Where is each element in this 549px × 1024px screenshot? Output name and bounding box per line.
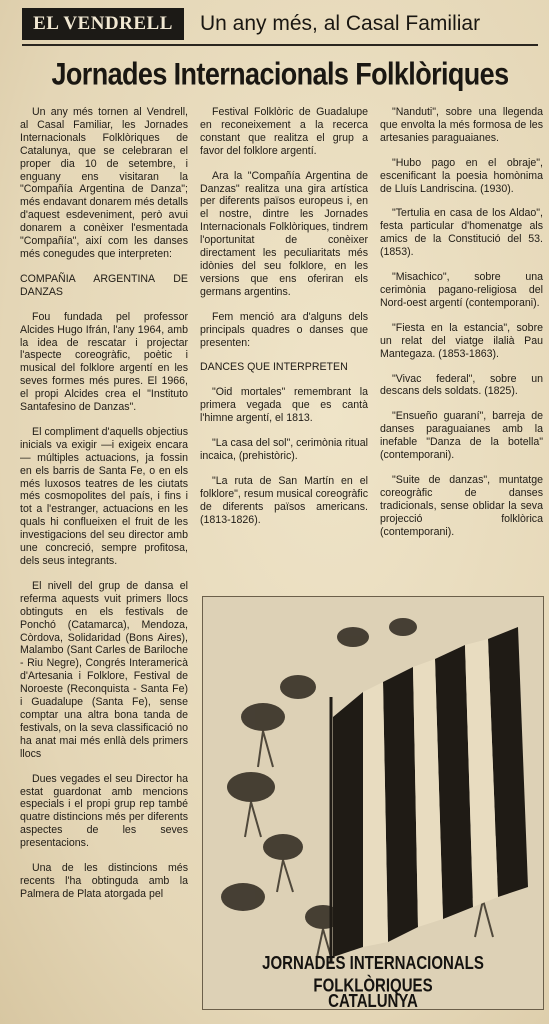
article-column-3 bbox=[380, 106, 543, 550]
section-tag: EL VENDRELL bbox=[22, 8, 184, 40]
masthead bbox=[22, 8, 538, 42]
paragraph: "Hubo pago en el obraje", escenificant la poesia homònima de Lluís Landriscina. (1930). bbox=[380, 156, 543, 195]
paragraph: "Misachico", sobre una cerimònia pagano-religiosa del Nord-oest argentí (contemporani). bbox=[380, 271, 543, 309]
poster-artwork bbox=[203, 597, 543, 1009]
paragraph: "Oid mortales" remembrant la primera vegada que es cantà l'himne argentí, el 1813. bbox=[200, 386, 368, 425]
paragraph: "Ensueño guaraní", barreja de danses paraguaianes amb la inefable "Danza de la botella" (contemporani). bbox=[380, 410, 543, 462]
paragraph: Dues vegades el seu Director ha estat guardonat amb mencions especials i el propi grup rep també quatre distincions més per diferents aspectes de les seves presentacions. bbox=[20, 772, 188, 850]
paragraph: Una de les distincions més recents l'ha obtinguda amb la Palmera de Plata atorgada pel bbox=[20, 862, 188, 900]
subheading: COMPAÑIA ARGENTINA DE DANZAS bbox=[20, 272, 188, 298]
paragraph: "Nanduti", sobre una llegenda que envolta la més formosa de les artesanies paraguaianes. bbox=[380, 106, 543, 144]
paragraph: "Tertulia en casa de los Aldao", festa particular d'homenatge als amics de la Constitució del 53. (1853). bbox=[380, 207, 543, 259]
paragraph: "Suite de danzas", muntatge coreogràfic de danses tradicionals, sense oblidar la seva projecció folklòrica (contemporani). bbox=[380, 473, 543, 538]
paragraph: Ara la "Compañía Argentina de Danzas" realitza una gira artística per diferents països europeus i, en el nostre, dintre les Jornades Internacionals Folklòriques, tindrem l'oportunitat de conèixer directament les peculiaritats més idònies del seu folklore, en les versions que ens oferiran els germans argentins. bbox=[200, 169, 368, 298]
paragraph: "La casa del sol", cerimònia ritual incaica, (prehistòric). bbox=[200, 437, 368, 462]
poster-caption bbox=[203, 952, 543, 1010]
article-column-2 bbox=[200, 106, 368, 538]
paragraph: "Fiesta en la estancia", sobre un relat del viatge ilalià Pau Mantegaza. (1853-1863). bbox=[380, 321, 543, 360]
paragraph: Un any més tornen al Vendrell, al Casal Familiar, les Jornades Internacionals Folklòriques de Catalunya, que se celebraran el proper dia 10 de setembre, i enguany ens visitaran la "Compañía Argentina de Danza"; més endavant donarem més detalls d'aquest esdeveniment, però avui donarem a conèixer l'esmentada "Compañía", així com les danses més conegudes que interpreten: bbox=[20, 106, 188, 260]
paragraph: El compliment d'aquells objectius inicials va exigir —i exigeix encara— múltiples actuacions, ja fossin en els barris de Santa Fe, o en els més luxosos teatres de les ciutats més cosmopolites del país, i fins i tot a l'estranger, actuacions en les quals hi conflueixen el fruit de les investigacions del seu director amb une concreció, sempre profitosa, dels seus integrants. bbox=[20, 425, 188, 567]
paragraph: El nivell del grup de dansa el referma aquests vuit primers llocs obtinguts en els festivals de Ponchó (Catamarca), Mendoza, Còrdova, Solidaridad (Bons Aires), Malambo (Sant Carles de Bariloche - Riu Negre), Congrés Interamericà d'Artesania i Folklore, Festival de Noroeste (Reconquista - Santa Fe) i Guadalupe (Santa Fe), sense comptar una altra bona tanda de festivals, on la seva classificació no ha anat mai més enllà dels primers llocs bbox=[20, 579, 188, 760]
poster-caption-line-1: JORNADES INTERNACIONALS FOLKLÒRIQUES bbox=[262, 952, 484, 997]
paragraph: Fem menció ara d'alguns dels principals quadres o danses que presenten: bbox=[200, 310, 368, 349]
festival-poster-image bbox=[202, 596, 544, 1010]
paragraph: "La ruta de San Martín en el folklore", resum musical coreogràfic de diferents països americans. (1813-1826). bbox=[200, 474, 368, 526]
poster-caption-line-2: CATALUNYA bbox=[328, 990, 418, 1010]
article-title: Jornades Internacionals Folklòriques bbox=[51, 56, 509, 92]
header-rule bbox=[22, 44, 538, 46]
section-headline: Un any més, al Casal Familiar bbox=[200, 12, 481, 35]
paragraph: Festival Folklòric de Guadalupe en reconeixement a la recerca constant que realitza el grup a favor del folklore argentí. bbox=[200, 106, 368, 157]
subheading: DANCES QUE INTERPRETEN bbox=[200, 361, 348, 374]
paragraph: "Vivac federal", sobre un descans dels soldats. (1825). bbox=[380, 372, 543, 398]
article-column-1 bbox=[20, 106, 188, 913]
paragraph: Fou fundada pel professor Alcides Hugo Ifrán, l'any 1964, amb la idea de rescatar i projectar l'aspecte coreogràfic, poètic i musical del folklore argentí en les seves formes més pures. El 1966, el propi Alcides crea el "Instituto Santafesino de Danzas". bbox=[20, 310, 188, 414]
